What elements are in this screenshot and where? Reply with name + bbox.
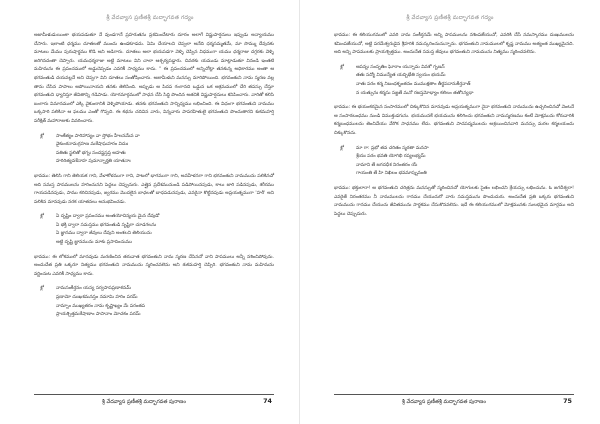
verse-line: ఏ భక్తి ద్వారా సమస్తము భగవంతుడి సృష్టిగా చూడగలను bbox=[56, 222, 157, 228]
verse-line: హరిరిత్యవశేనాహ పుమాన్నార్హతి యాతనాః bbox=[56, 159, 131, 165]
verse-line: మా గా: ప్రభో తవ చరితం స్మరతా మనసా bbox=[356, 145, 429, 151]
paragraph: భావము: భక్తులారా! ఆ భగవంతుని చరిత్రను మనస్సుతో స్మరించినచో యోగులకు సైతం లభించని శ్రేయస్సు లభించును. ఓ జగదీశ్వరా! ఎవరైతే నిరంతరము నీ నామములను గానము చేయుదురో వారు సమస్తమును పొందుదురు. అందుచేత ప్రతి ఒక్కరు భగవంతుని నామమును గానము చేయుచు జీవితమును సార్థకము చేసుకొనవలెను. ఇదే ఈ కలియుగములో మోక్షమునకు సులభమైన మార్గము అని పెద్దలు చెప్పుదురు. bbox=[334, 185, 574, 217]
footer-title: శ్రీ వేదవ్యాస ప్రణీతశ్రీ మద్భాగవత పురాణం bbox=[102, 399, 186, 405]
page-footer bbox=[34, 394, 274, 408]
verse-line: తతః సద్యో విముచ్యేత యద్బిభేతి స్వయం భయమ్ bbox=[356, 73, 446, 79]
verse-line: నామసంకీర్తనం యస్య సర్వపాపప్రణాశనమ్ bbox=[56, 286, 131, 292]
paragraph: భావము: ఈ లోకములో మానవుడు మరణించిన తరువాత భగవంతుని నామ స్మరణ చేసినచో వాని పాపములు అన్నీ నశించిపోవును. అందుచేత ప్రతి ఒక్కరూ నిత్యము భగవంతుని నామమును స్మరించవలెను అని శుకమహర్షి చెప్పిరి. భగవంతుని నామ మహిమను వర్ణించుట ఎవరికీ సాధ్యము కాదు. bbox=[34, 254, 274, 277]
verse-marker: శ్లో bbox=[40, 286, 44, 292]
running-header: శ్రీ వేదవ్యాస ప్రణీతశ్రీ మద్భాగవత గద్యం bbox=[106, 15, 194, 21]
verse-line: సాంకేత్యం పారిహాస్యం వా స్తోభం హేలనమేవ వా bbox=[56, 133, 140, 139]
footer-title: శ్రీ వేదవ్యాస ప్రణీతశ్రీ మద్భాగవత పురాణం bbox=[402, 399, 486, 405]
page-number: 75 bbox=[563, 397, 572, 405]
verse-block bbox=[34, 213, 274, 247]
running-header: శ్రీ వేదవ్యాస ప్రణీతశ్రీ మద్భాగవత గద్యం bbox=[406, 15, 494, 21]
page-content bbox=[34, 32, 274, 326]
verse-line: ఆపన్నః సంసృతిం ఘోరాం యన్నామ వివశో గృణన్ bbox=[356, 64, 445, 70]
verse-line: ప్రణామో దుఃఖశమనస్తం నమామి హరిం పరమ్ bbox=[56, 295, 138, 301]
verse-block bbox=[334, 145, 574, 179]
paragraph: భావము: ఈ భయంకరమైన సంసారములో చిక్కుకొనిన మానవుడు అప్రయత్నముగా నైనా భగవంతుని నామమును ఉచ్చరించినచో వెంటనే ఆ సంసారబంధము నుండి విముక్తుడగును. భయమునకే భయమును కలిగించు భగవంతుని నామస్మరణము కంటే మోక్షమును కోరువారికి కర్మబంధములను తెంచివేయు వేరొక సాధనము లేదు. భగవంతుని పాదపద్మములను ఆశ్రయించినవారి మనస్సు మరల కర్మలయందు చిక్కుకొనదు. bbox=[334, 105, 574, 136]
verse-block bbox=[334, 64, 574, 98]
verse-marker: శ్లో bbox=[340, 64, 344, 70]
right-page bbox=[300, 0, 600, 424]
verse-marker: శ్లో bbox=[40, 133, 44, 139]
verse-line: అట్టి దృష్టి జ్ఞానమును మాకు ప్రసాదించుము bbox=[56, 240, 132, 246]
verse-lines bbox=[56, 133, 274, 167]
paragraph: భావము: తెలిసి గాని తెలియక గాని, వేళాకోళముగా గాని, పాటలో భాగముగా గాని, అవహేళనగా గాని భగవంతుని నామమును పలికినచో అది సమస్త పాపములను హరించునని పెద్దలు చెప్పుదురు. ఎత్తైన ప్రదేశమునుండి పడిపోయినపుడు, కాలు జారి పడినపుడు, శరీరము గాయపడినపుడు, పాము కరిచినపుడు, జ్వరము మొదలైన బాధలతో బాధపడునపుడు, ఎవరైనా కొట్టినపుడు అప్రయత్నముగా 'హరీ' అని పలికిన మానవుడు నరక యాతనలు అనుభవించడు. bbox=[34, 173, 274, 205]
paragraph: భావము: ఈ కలియుగములో ఎవరి నామ సంకీర్తనమే అన్ని పాపములను నశింపజేయునో, ఎవరికి చేసే నమస్కారము దుఃఖములను శమింపజేయునో, అట్టి పరమేశ్వరుడైన శ్రీహరికి నమస్కరించుచున్నాను. భగవంతుని నామములలో కృష్ణ నామము అత్యంత ముఖ్యమైనది. అది అన్ని పాపములకు ప్రాయశ్చిత్తము. అందుచేత సమస్త జీవులు భగవంతుని నామమును నిత్యము స్మరించవలెను. bbox=[334, 33, 574, 56]
paragraph: అజామీళుడుయింకా భయపడుతూ నే వుండగానే ప్రహరుతను ప్రశమించేటారు దూరం అలాగే విష్ణుపార్షదులు ఇప్పుడు అన్యాయము చేసారు. ఇలాంటి ధర్మము దూతలతో ముందు ఉండకూడదు. ఏమి చేయాలని చెప్పలా అనేది ధర్మసమ్మతమే, మా సొమ్ము దేవునకు మాటలు మేము పురుషార్థము కొడి అని అడిగారు. దూతలు అలా భయపడగా వెళ్ళి చెప్పిన విధముగా యము ధర్మరాజు దగ్గరకు వెళ్ళి జరిగినదంతా చెప్పారు. యమధర్మరాజు అట్టి మాటలు విని చాలా ఆశ్చర్యపడ్డారు. చివరకు యముడు మాట్లాడుతూ వినండి ఇంతటి మహిమను ఈ ప్రపంచములో అడ్డుచెప్పడం ఎవరికీ సాధ్యము కాదు. " ఈ ప్రపంచములో అన్నిచోట్లా తనకున్న అధికారము అంతా ఆ భగవంతుడి దయవల్లనే అని చెప్పగా విని దూతలు సంతోషించారు. అజామీళుని మనస్సు మారిపోయింది. భగవంతుని నామ స్మరణ వల్ల తాను చేసిన పాపాలు ఆపోయినాయని తనకు తెలిసింది. అప్పుడు ఆ పిదప గంగానది ఒడ్డున ఒక ఆశ్రమములో చేరి తపస్సు చేస్తూ భగవంతుని ధ్యానిస్తూ జీవితాన్ని గడిపాడు. యోగమార్గములో సాధన చేసి సిద్ధి పొందిన అతనికి విష్ణుపార్షదులు కనిపించారు. వారితో కలిసి బంగారు విమానములో ఎక్కి వైకుంఠానికి వెళ్ళిపోయాడు. తనకు భగవంతుని సాన్నిధ్యము లభించింది. ఈ విధంగా భగవంతుని నామము ఒక్కసారి పలికినా ఆ ఫలము ఎంతో గొప్పది. ఈ కథను చదివిన వారు, విన్నవారు పాపరహితులై భగవంతుని పొందుతారని శుకమహర్షి పరీక్షిత్ మహారాజుకు వివరించారు. bbox=[34, 33, 274, 124]
verse-marker: శ్లో bbox=[340, 145, 344, 151]
verse-line: నామ్నాం ముఖ్యతరం నామ కృష్ణాఖ్యం మే పరంతప bbox=[56, 303, 146, 309]
page-number: 74 bbox=[263, 397, 272, 405]
verse-lines bbox=[56, 285, 274, 319]
verse-line: ఏ దృష్టిం ద్వారా ప్రపంచము అంతయోచిన్మయ మైన దేవుడో bbox=[56, 214, 160, 220]
verse-line: పతితః స్ఖలితో భగ్నః సందష్టస్తప్త ఆహతః bbox=[56, 150, 126, 156]
verse-line: గాయంతి తే హి నిఖిలం భవమాప్నువంతి bbox=[356, 171, 427, 177]
verse-lines bbox=[356, 145, 574, 179]
verse-line: నామాని తే జగదధీశ నిరంతరం యే bbox=[356, 162, 418, 168]
page-content bbox=[334, 32, 574, 225]
verse-block bbox=[34, 133, 274, 167]
verse-lines bbox=[56, 213, 274, 247]
verse-line: నాతః పరం కర్మ నిబంధకృంతనం ముముక్షతాం తీర్థపదానుకీర్తనాత్ bbox=[356, 81, 471, 87]
page-footer bbox=[334, 394, 574, 408]
verse-line: ప్రాయశ్చిత్తమశేషాణాం పాపానాం మోచకం పరమ్ bbox=[56, 312, 141, 318]
verse-line: న యత్పునః కర్మసు సజ్జతే మనో రజస్తమోభ్యాం కలిలం తతోऽన్యథా bbox=[356, 90, 474, 96]
verse-block bbox=[34, 285, 274, 319]
verse-line: వైకుంఠనామగ్రహణ మశేషాఘహరం విదుః bbox=[56, 142, 129, 148]
verse-line: ఏ జ్ఞానము ద్వారా జీవులు దేవుని అంశలని తెలియును bbox=[56, 231, 152, 237]
verse-line: శ్రేయః పరం భవతి యోగిభి రప్యలభ్యమ్ bbox=[356, 154, 426, 160]
verse-marker: శ్లో bbox=[40, 214, 44, 220]
verse-lines bbox=[356, 64, 574, 98]
